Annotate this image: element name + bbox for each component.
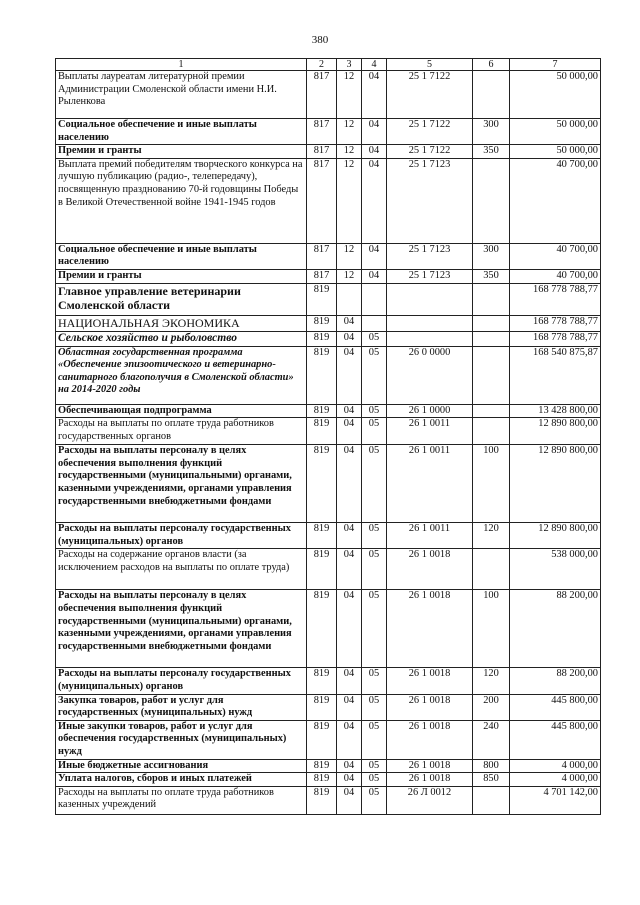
row-rz: 12 xyxy=(337,243,362,269)
row-cs: 26 Л 0012 xyxy=(387,786,473,814)
table-row xyxy=(56,158,601,243)
row-pr: 05 xyxy=(362,773,387,787)
table-row xyxy=(56,445,601,523)
row-cs: 26 1 0000 xyxy=(387,404,473,418)
row-cs: 26 1 0018 xyxy=(387,773,473,787)
row-name: Премии и гранты xyxy=(56,269,307,283)
row-ved: 819 xyxy=(307,549,337,590)
table-row xyxy=(56,694,601,720)
row-name: Расходы на выплаты персоналу государственных (муниципальных) органов xyxy=(56,523,307,549)
row-name: Главное управление ветеринарии Смоленской области xyxy=(56,283,307,315)
row-rz: 12 xyxy=(337,269,362,283)
row-name: Уплата налогов, сборов и иных платежей xyxy=(56,773,307,787)
table-row xyxy=(56,418,601,445)
column-header-5: 5 xyxy=(387,59,473,71)
row-rz: 04 xyxy=(337,759,362,773)
row-pr: 04 xyxy=(362,158,387,243)
row-sum: 50 000,00 xyxy=(510,71,601,119)
row-cs: 26 1 0011 xyxy=(387,418,473,445)
row-cs: 25 1 7123 xyxy=(387,243,473,269)
row-vr xyxy=(473,315,510,331)
table-row xyxy=(56,283,601,315)
row-cs xyxy=(387,331,473,346)
row-rz: 12 xyxy=(337,119,362,145)
row-cs: 26 1 0011 xyxy=(387,523,473,549)
row-sum: 12 890 800,00 xyxy=(510,445,601,523)
row-name: Социальное обеспечение и иные выплаты населению xyxy=(56,243,307,269)
row-sum: 168 778 788,77 xyxy=(510,331,601,346)
row-sum: 40 700,00 xyxy=(510,269,601,283)
row-ved: 819 xyxy=(307,694,337,720)
row-vr xyxy=(473,283,510,315)
row-pr: 05 xyxy=(362,445,387,523)
row-vr xyxy=(473,158,510,243)
row-vr: 120 xyxy=(473,523,510,549)
row-ved: 819 xyxy=(307,720,337,759)
column-header-3: 3 xyxy=(337,59,362,71)
row-rz: 04 xyxy=(337,549,362,590)
row-pr: 04 xyxy=(362,145,387,159)
row-cs: 26 1 0018 xyxy=(387,759,473,773)
table-row xyxy=(56,346,601,404)
row-name: Расходы на выплаты персоналу государственных (муниципальных) органов xyxy=(56,668,307,694)
row-rz: 04 xyxy=(337,523,362,549)
row-name: Расходы на выплаты по оплате труда работников государственных органов xyxy=(56,418,307,445)
table-row xyxy=(56,119,601,145)
row-vr: 100 xyxy=(473,590,510,668)
row-rz: 12 xyxy=(337,71,362,119)
row-vr: 350 xyxy=(473,269,510,283)
row-sum: 12 890 800,00 xyxy=(510,523,601,549)
row-ved: 819 xyxy=(307,445,337,523)
row-ved: 819 xyxy=(307,523,337,549)
row-vr: 240 xyxy=(473,720,510,759)
row-cs: 25 1 7122 xyxy=(387,71,473,119)
row-vr: 200 xyxy=(473,694,510,720)
row-rz: 04 xyxy=(337,668,362,694)
row-rz: 04 xyxy=(337,445,362,523)
row-ved: 817 xyxy=(307,145,337,159)
row-pr: 04 xyxy=(362,119,387,145)
row-cs xyxy=(387,283,473,315)
page-number: 380 xyxy=(311,34,329,46)
row-sum: 4 000,00 xyxy=(510,759,601,773)
row-name: Закупка товаров, работ и услуг для государственных (муниципальных) нужд xyxy=(56,694,307,720)
table-row xyxy=(56,243,601,269)
table-row xyxy=(56,759,601,773)
row-sum: 168 778 788,77 xyxy=(510,315,601,331)
row-ved: 819 xyxy=(307,346,337,404)
row-cs: 25 1 7123 xyxy=(387,269,473,283)
row-pr: 05 xyxy=(362,668,387,694)
row-name: Областная государственная программа «Обеспечение эпизоотического и ветеринарно-санитарного благополучия в Смоленской области» на 2014-2020 годы xyxy=(56,346,307,404)
row-rz: 04 xyxy=(337,404,362,418)
row-rz: 04 xyxy=(337,331,362,346)
row-ved: 817 xyxy=(307,119,337,145)
row-name: Расходы на выплаты по оплате труда работников казенных учреждений xyxy=(56,786,307,814)
row-cs: 26 1 0018 xyxy=(387,549,473,590)
table-row xyxy=(56,404,601,418)
row-sum: 445 800,00 xyxy=(510,694,601,720)
table-row xyxy=(56,269,601,283)
row-pr: 04 xyxy=(362,269,387,283)
row-pr: 05 xyxy=(362,590,387,668)
row-name: Иные бюджетные ассигнования xyxy=(56,759,307,773)
row-vr: 300 xyxy=(473,243,510,269)
row-name: Расходы на выплаты персоналу в целях обеспечения выполнения функций государственными (муниципальными) органами, казенными учреждениями, органами управления государственными внебюджетными фондами xyxy=(56,590,307,668)
row-sum: 168 778 788,77 xyxy=(510,283,601,315)
row-vr xyxy=(473,418,510,445)
table-row xyxy=(56,786,601,814)
row-rz: 04 xyxy=(337,315,362,331)
column-header-4: 4 xyxy=(362,59,387,71)
row-sum: 40 700,00 xyxy=(510,158,601,243)
row-cs: 26 1 0018 xyxy=(387,694,473,720)
column-header-6: 6 xyxy=(473,59,510,71)
row-rz: 04 xyxy=(337,773,362,787)
row-name: Расходы на содержание органов власти (за исключением расходов на выплаты по оплате труда) xyxy=(56,549,307,590)
column-header-2: 2 xyxy=(307,59,337,71)
row-vr: 100 xyxy=(473,445,510,523)
row-sum: 13 428 800,00 xyxy=(510,404,601,418)
row-ved: 819 xyxy=(307,315,337,331)
row-cs: 25 1 7122 xyxy=(387,119,473,145)
row-rz: 12 xyxy=(337,145,362,159)
row-pr: 04 xyxy=(362,243,387,269)
row-ved: 817 xyxy=(307,269,337,283)
table-row xyxy=(56,668,601,694)
row-sum: 88 200,00 xyxy=(510,590,601,668)
row-cs xyxy=(387,315,473,331)
row-vr xyxy=(473,549,510,590)
row-vr xyxy=(473,346,510,404)
row-pr: 05 xyxy=(362,786,387,814)
table-row xyxy=(56,523,601,549)
row-ved: 819 xyxy=(307,668,337,694)
row-pr: 04 xyxy=(362,71,387,119)
row-ved: 819 xyxy=(307,283,337,315)
table-row xyxy=(56,331,601,346)
row-pr: 05 xyxy=(362,418,387,445)
row-vr: 350 xyxy=(473,145,510,159)
row-ved: 819 xyxy=(307,331,337,346)
row-vr: 850 xyxy=(473,773,510,787)
table-row xyxy=(56,145,601,159)
table-row xyxy=(56,590,601,668)
row-pr: 05 xyxy=(362,346,387,404)
row-sum: 445 800,00 xyxy=(510,720,601,759)
row-pr xyxy=(362,283,387,315)
row-vr: 120 xyxy=(473,668,510,694)
row-pr: 05 xyxy=(362,549,387,590)
row-vr xyxy=(473,786,510,814)
row-cs: 25 1 7122 xyxy=(387,145,473,159)
row-rz xyxy=(337,283,362,315)
row-cs: 26 1 0018 xyxy=(387,720,473,759)
column-header-1: 1 xyxy=(56,59,307,71)
row-ved: 817 xyxy=(307,71,337,119)
row-rz: 04 xyxy=(337,720,362,759)
row-vr xyxy=(473,404,510,418)
row-pr: 05 xyxy=(362,694,387,720)
row-ved: 819 xyxy=(307,404,337,418)
row-cs: 26 0 0000 xyxy=(387,346,473,404)
row-rz: 04 xyxy=(337,346,362,404)
row-sum: 12 890 800,00 xyxy=(510,418,601,445)
row-vr xyxy=(473,71,510,119)
row-cs: 26 1 0018 xyxy=(387,668,473,694)
row-rz: 04 xyxy=(337,418,362,445)
row-cs: 25 1 7123 xyxy=(387,158,473,243)
row-sum: 4 000,00 xyxy=(510,773,601,787)
row-rz: 04 xyxy=(337,590,362,668)
row-sum: 40 700,00 xyxy=(510,243,601,269)
row-pr: 05 xyxy=(362,759,387,773)
row-rz: 04 xyxy=(337,786,362,814)
row-sum: 88 200,00 xyxy=(510,668,601,694)
budget-table xyxy=(55,58,601,815)
table-row xyxy=(56,549,601,590)
row-rz: 04 xyxy=(337,694,362,720)
row-sum: 4 701 142,00 xyxy=(510,786,601,814)
row-name: Расходы на выплаты персоналу в целях обеспечения выполнения функций государственными (муниципальными) органами, казенными учреждениями, органами управления государственными внебюджетными фондами xyxy=(56,445,307,523)
row-sum: 50 000,00 xyxy=(510,145,601,159)
row-vr xyxy=(473,331,510,346)
row-name: Премии и гранты xyxy=(56,145,307,159)
column-header-7: 7 xyxy=(510,59,601,71)
row-ved: 819 xyxy=(307,759,337,773)
row-name: Социальное обеспечение и иные выплаты населению xyxy=(56,119,307,145)
row-vr: 300 xyxy=(473,119,510,145)
row-pr: 05 xyxy=(362,720,387,759)
row-rz: 12 xyxy=(337,158,362,243)
row-ved: 819 xyxy=(307,786,337,814)
row-name: Иные закупки товаров, работ и услуг для обеспечения государственных (муниципальных) нужд xyxy=(56,720,307,759)
row-ved: 819 xyxy=(307,773,337,787)
row-ved: 819 xyxy=(307,418,337,445)
row-vr: 800 xyxy=(473,759,510,773)
row-sum: 168 540 875,87 xyxy=(510,346,601,404)
row-name: Выплаты лауреатам литературной премии Администрации Смоленской области имени Н.И. Рыленкова xyxy=(56,71,307,119)
table-row xyxy=(56,720,601,759)
row-sum: 50 000,00 xyxy=(510,119,601,145)
row-ved: 817 xyxy=(307,158,337,243)
row-name: Выплата премий победителям творческого конкурса на лучшую публикацию (радио-, телепередачу), посвященную празднованию 70-й годовщины Победы в Великой Отечественной войне 1941-1945 годов xyxy=(56,158,307,243)
row-ved: 817 xyxy=(307,243,337,269)
row-pr: 05 xyxy=(362,331,387,346)
row-pr xyxy=(362,315,387,331)
row-pr: 05 xyxy=(362,404,387,418)
row-name: Обеспечивающая подпрограмма xyxy=(56,404,307,418)
column-number-row xyxy=(56,59,601,71)
row-cs: 26 1 0018 xyxy=(387,590,473,668)
table-row xyxy=(56,315,601,331)
table-row xyxy=(56,773,601,787)
row-sum: 538 000,00 xyxy=(510,549,601,590)
table-row xyxy=(56,71,601,119)
row-ved: 819 xyxy=(307,590,337,668)
row-name: Сельское хозяйство и рыболовство xyxy=(56,331,307,346)
row-name: НАЦИОНАЛЬНАЯ ЭКОНОМИКА xyxy=(56,315,307,331)
row-pr: 05 xyxy=(362,523,387,549)
row-cs: 26 1 0011 xyxy=(387,445,473,523)
